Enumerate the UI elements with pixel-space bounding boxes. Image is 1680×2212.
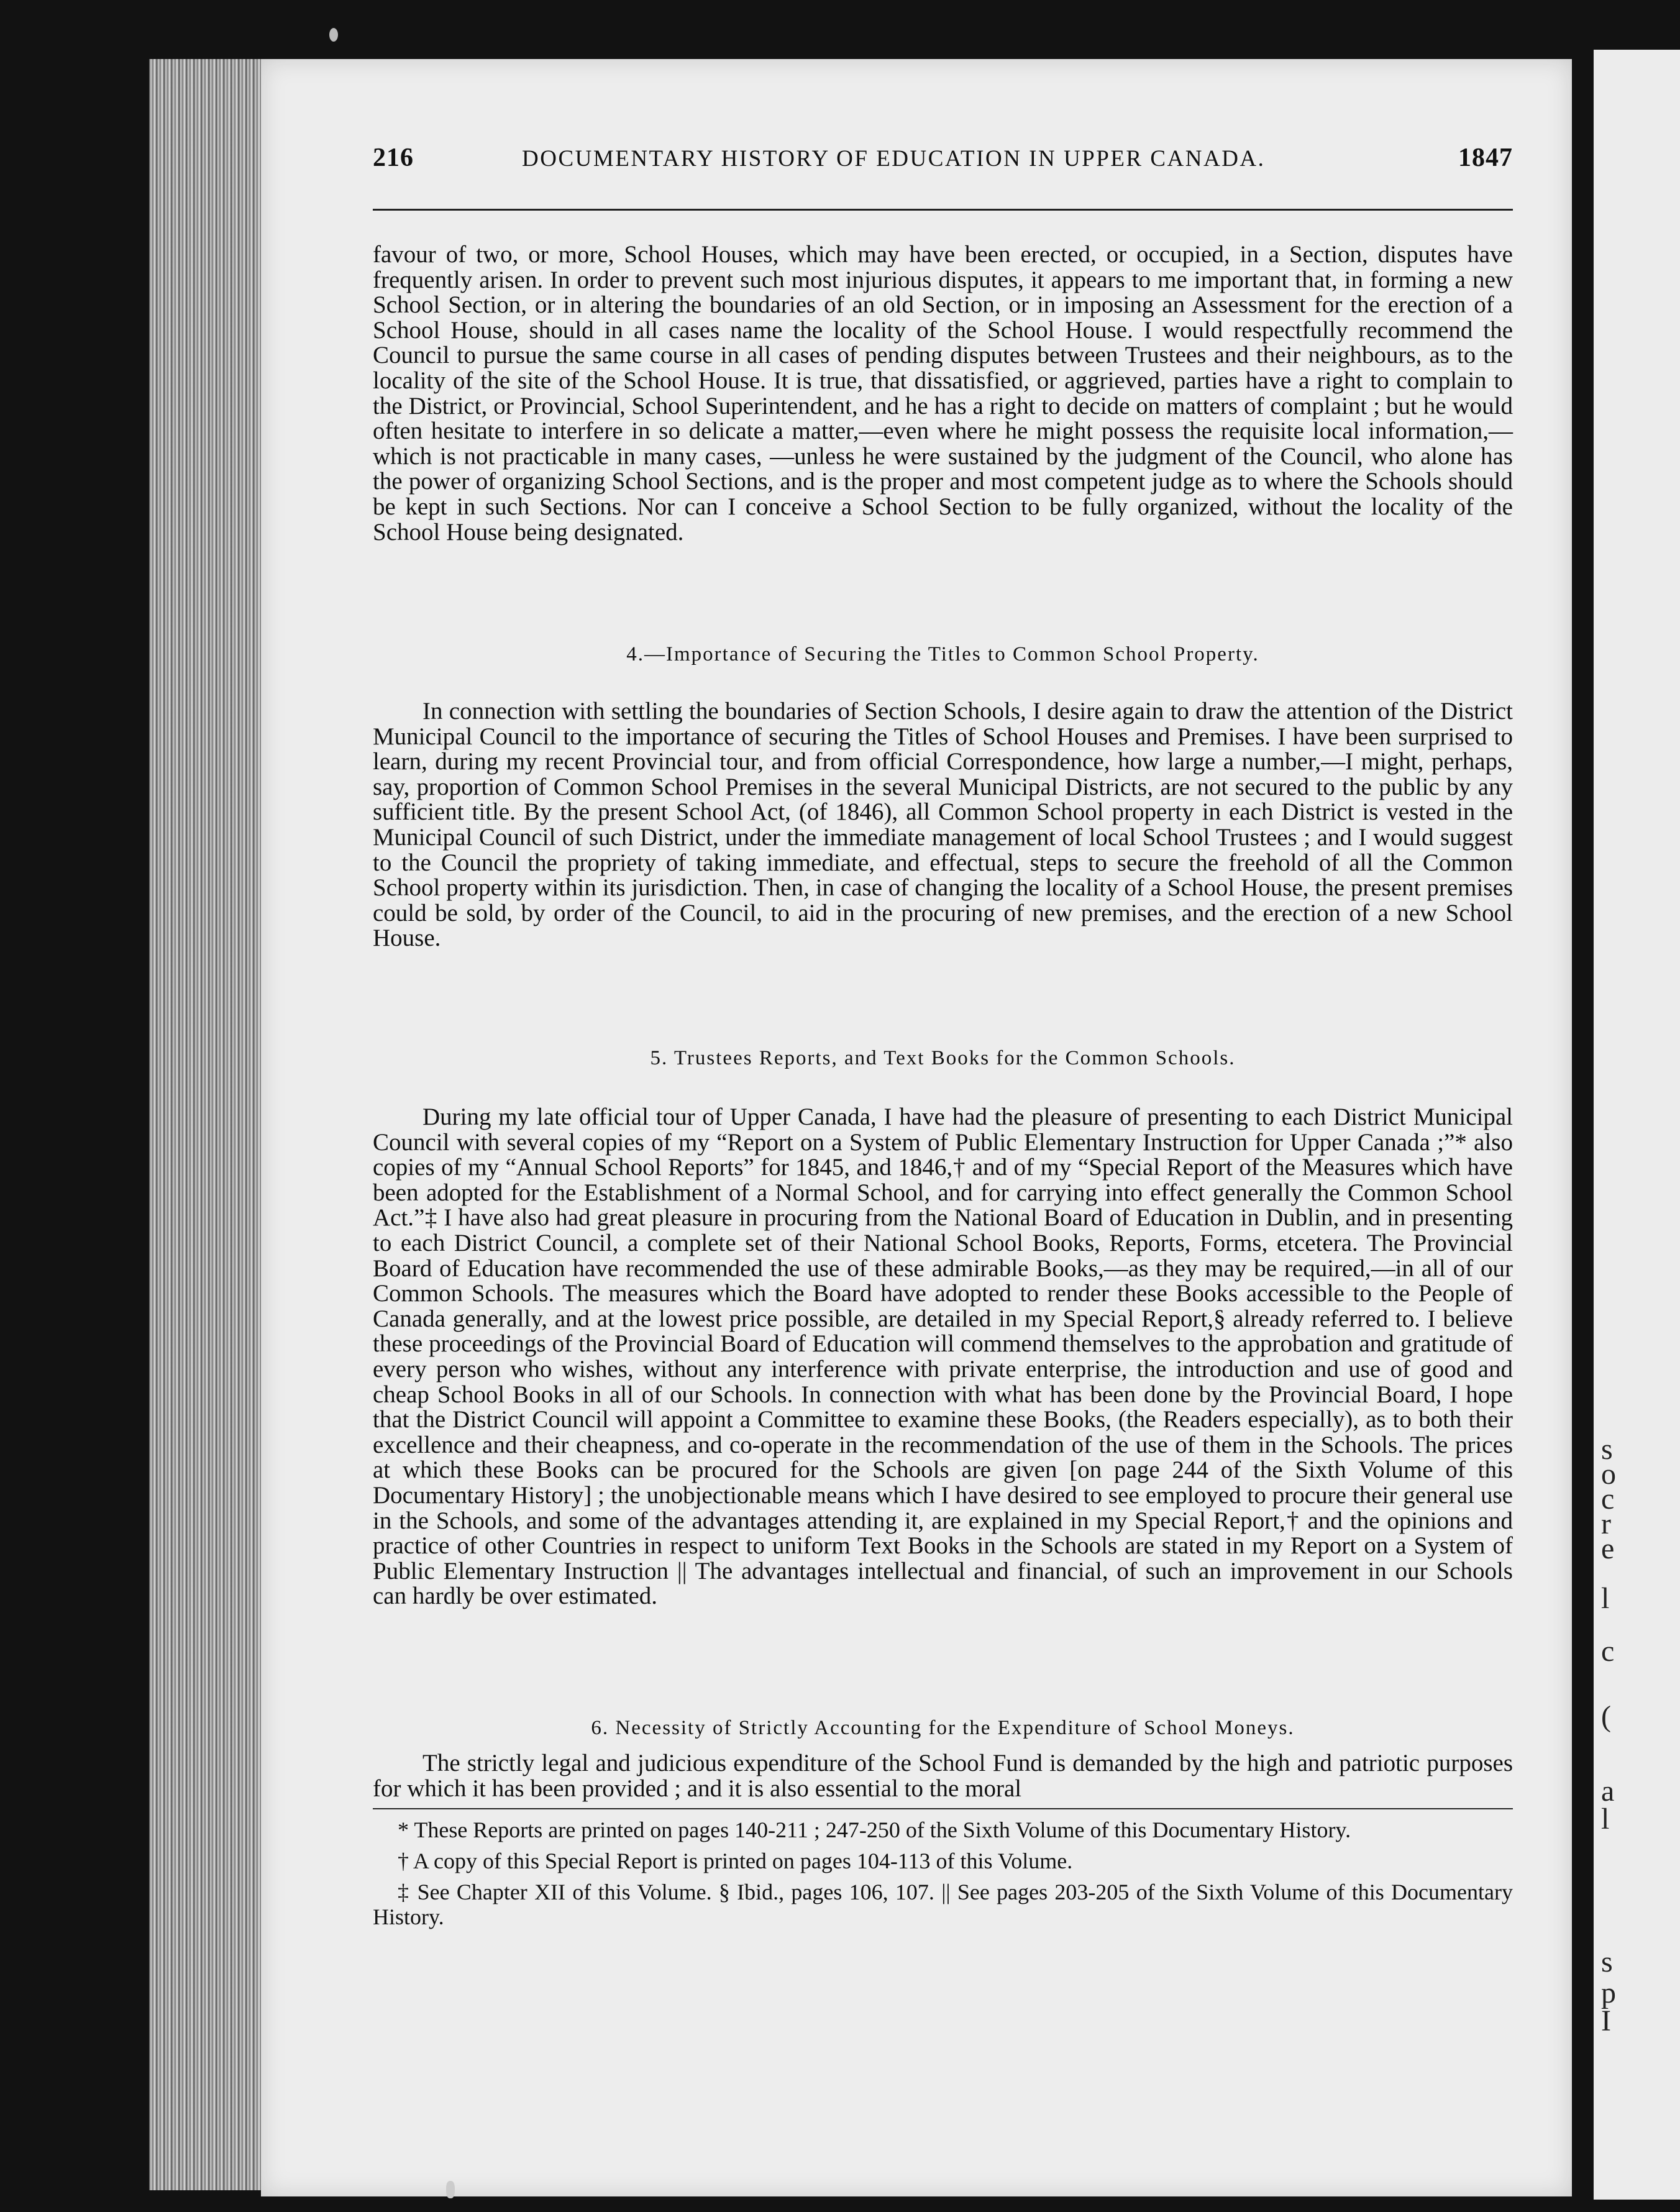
paragraph-textbooks [373, 1105, 1513, 1609]
facing-fragment: c [1601, 1483, 1615, 1515]
page-number: 216 [373, 144, 414, 172]
facing-fragment: e [1601, 1532, 1615, 1565]
facing-fragment: s [1601, 1945, 1613, 1978]
facing-fragment: l [1601, 1582, 1610, 1615]
footnote-rule [373, 1808, 1513, 1809]
facing-fragment: s [1601, 1433, 1613, 1466]
footnote: † A copy of this Special Report is printed on pages 104-113 of this Volume. [398, 1849, 1073, 1873]
paragraph-text: During my late official tour of Upper Canada, I have had the pleasure of presenting to each District Municipal Council with several copies of my “Report on a System of Public Elementary Instruction for Upper Canada ;”* also copies of my “Annual School Reports” for 1845, and 1846,† and of my “Special Report of the Measures which have been adopted for the Establishment of a Normal School, and for carrying into effect generally the Common School Act.”‡ I have also had great pleasure in procuring from the National Board of Education in Dublin, and in presenting to each District Council, a complete set of their National School Books, Reports, Forms, etcetera. The Provincial Board of Education have recommended the use of these admirable Books,—as they may be required,—in all of our Common Schools. The measures which the Board have adopted to render these Books accessible to the People of Canada generally, and at the lowest price possible, are detailed in my Special Report,§ already referred to. I believe these proceedings of the Provincial Board of Education will commend themselves to the approbation and gratitude of every person who wishes, without any interference with private enterprise, the introduction and use of good and cheap School Books in all of our Schools. In connection with what has been done by the Provincial Board, I hope that the District Council will appoint a Committee to examine these Books, (the Readers especially), as to both their excellence and their cheapness, and co-operate in the recommendation of the use of them in the Schools. The prices at which these Books can be procured for the Schools are given [on page 244 of the Sixth Volume of this Documentary History] ; the unobjectionable means which I have desired to see employed to procure their general use in the Schools, and some of the advantages attending it, are explained in my Special Report,† and the opinions and practice of other Countries in respect to uniform Text Books in the Schools are stated in my Report on a System of Public Elementary Instruction || The advantages intellectual and financial, of such an improvement in our Schools can hardly be over estimated. [373, 1104, 1513, 1610]
paragraph-accounting [373, 1751, 1513, 1801]
section-heading-5: 5. Trustees Reports, and Text Books for the Common Schools. [650, 1047, 1236, 1069]
facing-fragment: c [1601, 1635, 1615, 1668]
paragraph-titles [373, 699, 1513, 951]
facing-page-strip [1594, 50, 1680, 2200]
paragraph-text: favour of two, or more, School Houses, which may have been erected, or occupied, in a Section, disputes have frequently arisen. In order to prevent such most injurious disputes, it appears to me important that, in forming a new School Section, or in altering the boundaries of an old Section, or in imposing an Assessment for the erection of a School House, should in all cases name the locality of the School House. I would respectfully recommend the Council to pursue the same course in all cases of pending disputes between Trustees and their neighbours, as to the locality of the site of the School House. It is true, that dissatisfied, or aggrieved, parties have a right to complain to the District, or Provincial, School Superintendent, and he has a right to decide on matters of complaint ; but he would often hesitate to interfere in so delicate a matter,—even where he might possess the requisite local information,—which is not practicable in many cases, —unless he were sustained by the judgment of the Council, who alone has the power of organizing School Sections, and is the proper and most competent judge as to where the Schools should be kept in such Sections. Nor can I conceive a School Section to be fully organized, without the locality of the School House being designated. [373, 241, 1513, 546]
facing-fragment: I [1601, 2004, 1611, 2037]
footnote: * These Reports are printed on pages 140-211 ; 247-250 of the Sixth Volume of this Documentary History. [398, 1817, 1351, 1842]
facing-fragment: p [1601, 1977, 1616, 2009]
header-rule [373, 209, 1513, 211]
footnotes [373, 1817, 1513, 1936]
running-head [373, 143, 1513, 180]
footnote: ‡ See Chapter XII of this Volume. § Ibid., pages 106, 107. || See pages 203-205 of the Sixth Volume of this Documentary History. [373, 1880, 1513, 1929]
scan-artifact-top [329, 28, 338, 42]
paragraph-text: In connection with settling the boundaries of Section Schools, I desire again to draw the attention of the District Municipal Council to the importance of securing the Titles of School Houses and Premises. I have been surprised to learn, during my recent Provincial tour, and from official Correspondence, how large a number,—I might, perhaps, say, proportion of Common School Premises in the several Municipal Districts, are not secured to the public by any sufficient title. By the present School Act, (of 1846), all Common School property in each District is vested in the Municipal Council of such District, under the immediate management of local School Trustees ; and I would suggest to the Council the propriety of taking immediate, and effectual, steps to secure the freehold of all the Common School property within its jurisdiction. Then, in case of changing the locality of a School House, the present premises could be sold, by order of the Council, to aid in the procuring of new premises, and the erection of a new School House. [373, 698, 1513, 952]
facing-fragment: o [1601, 1458, 1616, 1491]
section-heading-6: 6. Necessity of Strictly Accounting for the Expenditure of School Moneys. [591, 1717, 1295, 1739]
section-heading-4: 4.—Importance of Securing the Titles to Common School Property. [626, 643, 1259, 665]
facing-fragment: a [1601, 1775, 1615, 1808]
facing-fragment: ( [1601, 1700, 1611, 1733]
running-title: DOCUMENTARY HISTORY OF EDUCATION IN UPPER CANADA. [522, 146, 1266, 171]
facing-fragment: l [1601, 1803, 1610, 1835]
scan-artifact-bottom [446, 2181, 455, 2198]
paragraph-text: The strictly legal and judicious expenditure of the School Fund is demanded by the high and patriotic purposes for which it has been provided ; and it is also essential to the moral [373, 1750, 1513, 1802]
running-year: 1847 [1458, 144, 1513, 172]
facing-fragment: r [1601, 1507, 1611, 1540]
paragraph-continuation [373, 242, 1513, 545]
